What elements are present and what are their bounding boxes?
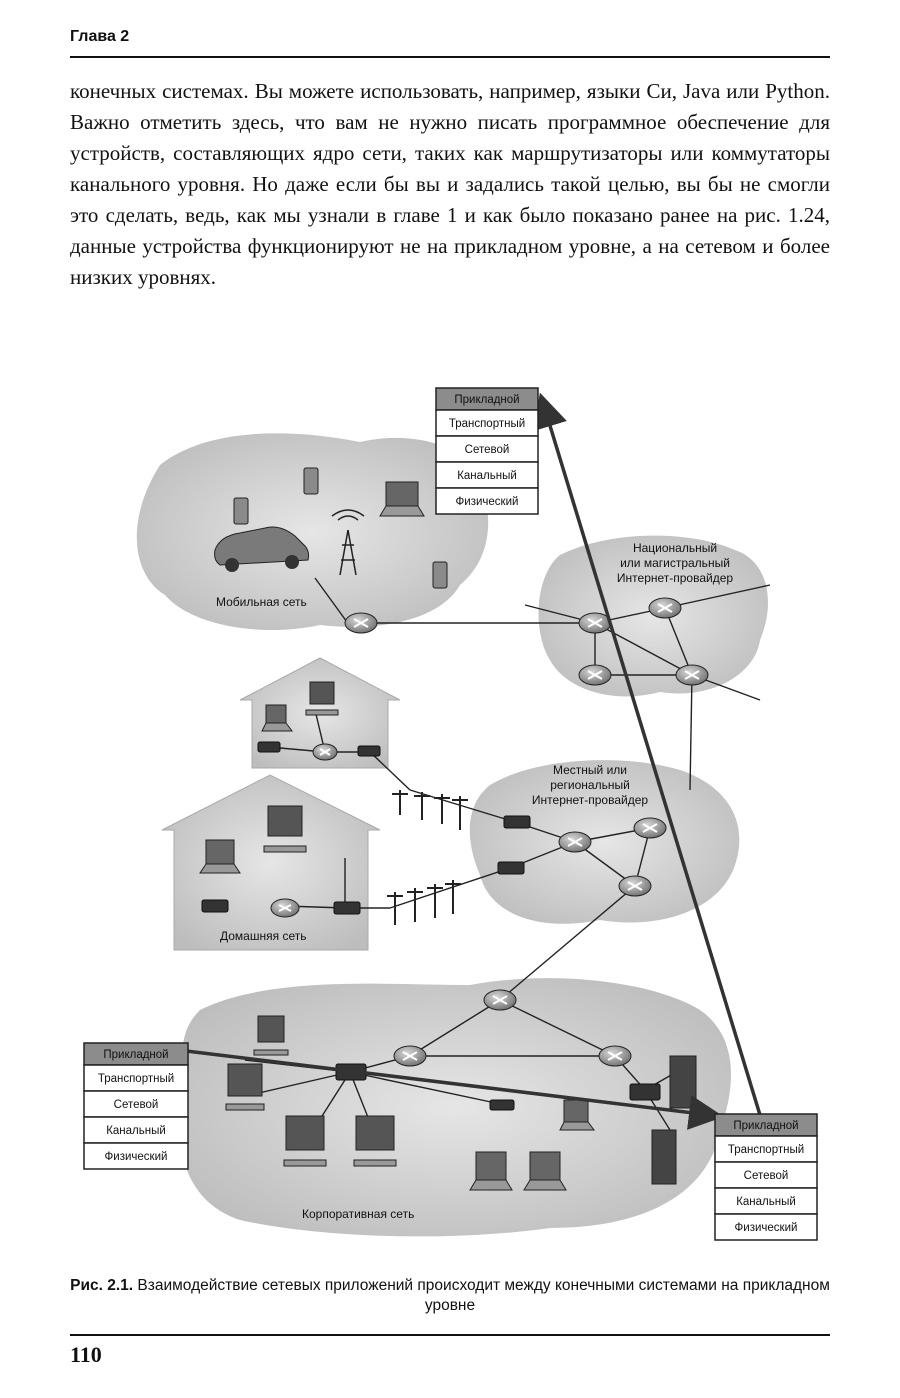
modem-icon (358, 746, 380, 756)
national-isp-label-line2: или магистральный (620, 556, 730, 570)
mobile-network-label: Мобильная сеть (216, 595, 307, 609)
router-icon (649, 598, 681, 618)
body-text (70, 76, 830, 293)
figure-caption-label: Рис. 2.1. (70, 1277, 134, 1294)
home-network-label: Домашняя сеть (220, 929, 307, 943)
local-isp-label-line2: региональный (550, 778, 630, 792)
laptop-icon (524, 1152, 566, 1190)
stack-layer-link: Канальный (736, 1196, 796, 1208)
stack-layer-physical: Физический (104, 1151, 168, 1163)
national-isp-label-line1: Национальный (632, 541, 718, 555)
modem-icon (258, 742, 280, 752)
modem-icon (504, 816, 530, 828)
server-icon (652, 1130, 676, 1184)
router-icon (345, 613, 377, 633)
figure-caption (70, 1276, 830, 1316)
smartphone-icon (304, 468, 318, 494)
router-icon (559, 832, 591, 852)
local-isp-label-line1: Местный или (553, 763, 627, 777)
enterprise-network-label: Корпоративная сеть (302, 1207, 415, 1221)
modem-icon (334, 902, 360, 914)
home-house-lower (162, 775, 380, 950)
router-icon (676, 665, 708, 685)
access-point-icon (490, 1100, 514, 1110)
router-icon (271, 899, 299, 917)
router-icon (619, 876, 651, 896)
modem-icon (498, 862, 524, 874)
router-icon (394, 1046, 426, 1066)
stack-layer-network: Сетевой (113, 1099, 159, 1111)
stack-layer-link: Канальный (457, 470, 517, 482)
footer-divider (70, 1334, 830, 1336)
laptop-icon (200, 840, 240, 873)
smartphone-icon (433, 562, 447, 588)
desktop-computer-icon (306, 682, 338, 715)
protocol-stack-mobile (436, 388, 538, 514)
stack-layer-physical: Физический (734, 1222, 798, 1234)
laptop-icon (380, 482, 424, 516)
stack-layer-physical: Физический (455, 496, 519, 508)
national-isp-label-line3: Интернет-провайдер (616, 571, 734, 585)
stack-layer-link: Канальный (106, 1125, 166, 1137)
figure-caption-text: Взаимодействие сетевых приложений происходит между конечными системами на прикладном уровне (137, 1277, 830, 1314)
running-header (70, 28, 830, 58)
figure-network-diagram (70, 370, 830, 1270)
stack-layer-transport: Транспортный (727, 1144, 805, 1156)
router-icon (634, 818, 666, 838)
laptop-icon (470, 1152, 512, 1190)
smartphone-icon (234, 498, 248, 524)
stack-layer-application: Прикладной (454, 394, 520, 406)
router-icon (313, 744, 337, 760)
chapter-label: Глава 2 (70, 28, 130, 45)
switch-icon (630, 1084, 660, 1100)
body-paragraph: конечных системах. Вы можете использовать, например, языки Си, Java или Python. Важно отметить здесь, что вам не нужно писать программное обеспечение для устройств, составляющих ядро сети, таких как маршрутизаторы или коммутаторы канального уровня. Но даже если бы вы и задались такой целью, вы бы не смогли это сделать, ведь, как мы узнали в главе 1 и как было показано ранее на рис. 1.24, данные устройства функционируют не на прикладном уровне, а на сетевом и более низких уровнях. (70, 79, 830, 289)
router-icon (579, 665, 611, 685)
local-isp-label-line3: Интернет-провайдер (531, 793, 649, 807)
stack-layer-network: Сетевой (743, 1170, 789, 1182)
page-number: 110 (70, 1342, 102, 1367)
router-icon (484, 990, 516, 1010)
protocol-stack-enterprise-left (84, 1043, 188, 1169)
router-icon (599, 1046, 631, 1066)
stack-layer-transport: Транспортный (97, 1073, 175, 1085)
stack-layer-network: Сетевой (464, 444, 510, 456)
stack-layer-application: Прикладной (733, 1120, 799, 1132)
protocol-stack-enterprise-right (715, 1114, 817, 1240)
stack-layer-application: Прикладной (103, 1049, 169, 1061)
modem-icon (202, 900, 228, 912)
server-icon (670, 1056, 696, 1108)
stack-layer-transport: Транспортный (448, 418, 526, 430)
